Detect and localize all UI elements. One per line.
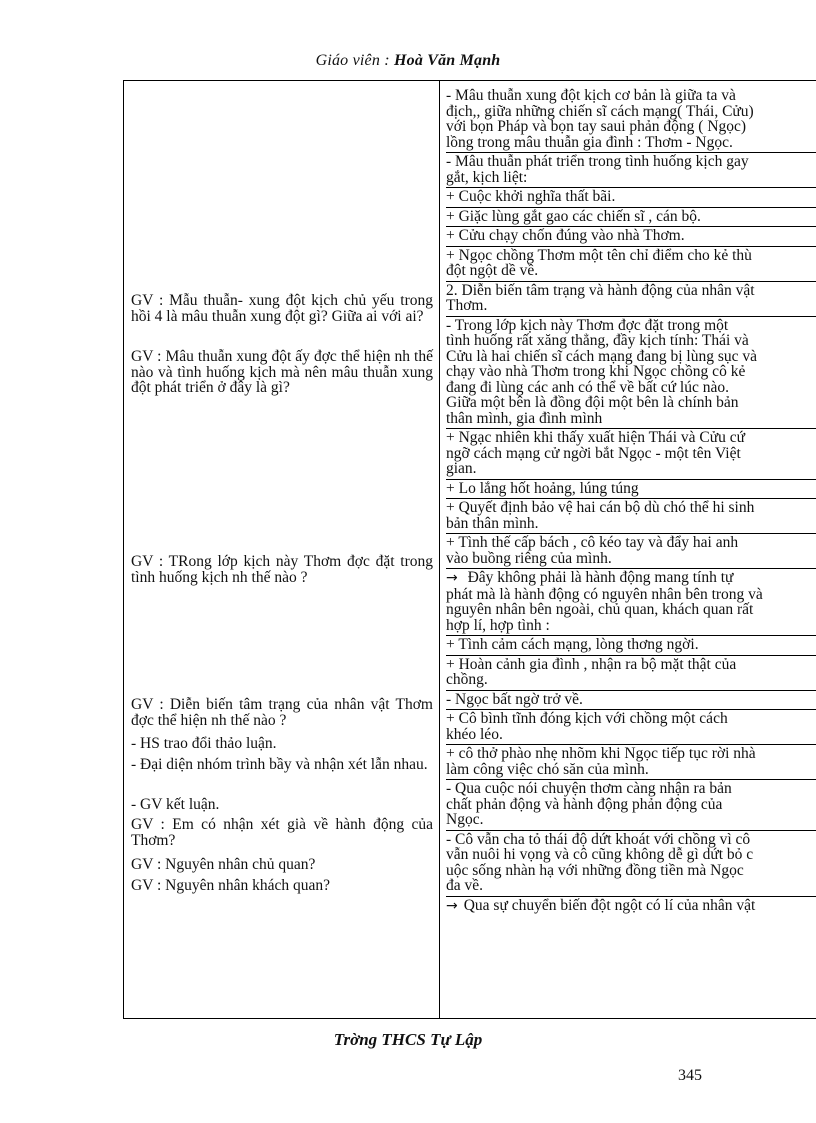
content-line bbox=[446, 104, 816, 120]
content-text: thân mình, gia đình mình bbox=[446, 409, 603, 427]
content-line bbox=[446, 781, 816, 797]
content-paragraph bbox=[446, 429, 816, 480]
content-paragraph bbox=[446, 897, 816, 917]
teacher-question: - Đại diện nhóm trình bầy và nhận xét lẫn nhau. bbox=[131, 756, 428, 773]
content-text: - Trong lớp kịch này Thơm đợc đặt trong một bbox=[446, 316, 729, 334]
content-text: + Cuộc khởi nghĩa thất bãi. bbox=[446, 188, 616, 205]
content-line bbox=[446, 481, 816, 497]
content-paragraph bbox=[446, 831, 816, 897]
content-line bbox=[446, 516, 816, 532]
content-paragraph bbox=[446, 188, 816, 208]
content-line bbox=[446, 248, 816, 264]
content-text: Thơm. bbox=[446, 297, 488, 314]
content-text: nguyên nhân bên ngoài, chủ quan, khách quan rất bbox=[446, 601, 754, 618]
content-line bbox=[446, 535, 816, 551]
content-text: + Ngọc chồng Thơm một tên chỉ điểm cho kẻ thù bbox=[446, 246, 752, 264]
page-header bbox=[0, 52, 816, 70]
content-paragraph bbox=[446, 691, 816, 711]
content-text: - Ngọc bất ngờ trở về. bbox=[446, 690, 583, 708]
content-text: Qua sự chuyển biến đột ngột có lí của nhân vật bbox=[463, 896, 756, 914]
content-line bbox=[446, 298, 816, 314]
content-text: chạy vào nhà Thơm trong khi Ngọc chồng cô kẻ bbox=[446, 363, 746, 380]
teacher-question: GV : TRong lớp kịch này Thơm đợc đặt trong tình huống kịch nh thế nào ? bbox=[131, 553, 433, 586]
content-text: chồng. bbox=[446, 671, 488, 688]
content-text: phát mà là hành động có nguyên nhân bên trong và bbox=[446, 585, 763, 603]
content-text: + Ngạc nhiên khi thấy xuất hiện Thái và Cửu cứ bbox=[446, 429, 746, 446]
content-line bbox=[446, 411, 816, 427]
content-text: đột ngột dề về. bbox=[446, 262, 539, 279]
content-line bbox=[446, 119, 816, 135]
content-line bbox=[446, 88, 816, 104]
content-line bbox=[446, 898, 816, 915]
teacher-question: GV : Diễn biến tâm trạng của nhân vật Thơm đợc thể hiện nh thế nào ? bbox=[131, 696, 433, 729]
content-text: vào buồng riêng của mình. bbox=[446, 549, 612, 567]
content-text: gian. bbox=[446, 460, 477, 477]
content-paragraph bbox=[446, 247, 816, 282]
content-text: + cô thở phào nhẹ nhõm khi Ngọc tiếp tục rời nhà bbox=[446, 745, 756, 762]
content-paragraph bbox=[446, 656, 816, 691]
content-text: + Lo lắng hốt hoảng, lúng túng bbox=[446, 479, 639, 497]
content-line bbox=[446, 812, 816, 828]
content-paragraph bbox=[446, 569, 816, 636]
teacher-name: Hoà Văn Mạnh bbox=[393, 52, 501, 69]
arrow-right-icon: → bbox=[446, 570, 458, 586]
content-text: - Mâu thuẫn xung đột kịch cơ bản là giữa ta và bbox=[446, 87, 736, 104]
content-text: + Tình cảm cách mạng, lòng thơng ngời. bbox=[446, 636, 699, 653]
content-line bbox=[446, 570, 816, 587]
content-line bbox=[446, 430, 816, 446]
content-text: lồng trong mâu thuẫn gia đình : Thơm - Ngọc. bbox=[446, 133, 733, 151]
content-line bbox=[446, 500, 816, 516]
content-text: Đây không phải là hành động mang tính tự bbox=[463, 569, 734, 586]
content-paragraph bbox=[446, 745, 816, 780]
content-line bbox=[446, 349, 816, 365]
content-text: hợp lí, hợp tình : bbox=[446, 616, 550, 634]
content-line bbox=[446, 762, 816, 778]
content-line bbox=[446, 832, 816, 848]
content-line bbox=[446, 863, 816, 879]
content-text: 2. Diễn biến tâm trạng và hành động của nhân vật bbox=[446, 281, 755, 299]
content-text: + Cô bình tĩnh đóng kịch với chồng một cách bbox=[446, 710, 728, 727]
content-line bbox=[446, 263, 816, 279]
content-paragraph bbox=[446, 636, 816, 656]
content-paragraph bbox=[446, 87, 816, 153]
content-paragraph bbox=[446, 153, 816, 188]
content-text: địch,, giữa những chiến sĩ cách mạng( Thái, Cửu) bbox=[446, 102, 754, 120]
content-paragraph bbox=[446, 282, 816, 317]
content-paragraph bbox=[446, 480, 816, 500]
content-text: + Hoàn cảnh gia đình , nhận ra bộ mặt thật của bbox=[446, 655, 737, 673]
content-text: bản thân mình. bbox=[446, 514, 539, 532]
teacher-question: GV : Nguyên nhân chủ quan? bbox=[131, 856, 316, 873]
column-divider bbox=[439, 81, 440, 1018]
content-paragraph bbox=[446, 534, 816, 569]
content-text: gắt, kịch liệt: bbox=[446, 168, 528, 186]
content-line bbox=[446, 446, 816, 462]
content-line bbox=[446, 637, 816, 653]
content-paragraph bbox=[446, 499, 816, 534]
content-line bbox=[446, 364, 816, 380]
page-footer: Trờng THCS Tự Lập bbox=[333, 1030, 483, 1049]
content-line bbox=[446, 283, 816, 299]
arrow-right-icon: → bbox=[446, 897, 458, 914]
content-text: làm công việc chó săn của mình. bbox=[446, 760, 649, 778]
content-line bbox=[446, 692, 816, 708]
content-paragraph bbox=[446, 780, 816, 831]
content-line bbox=[446, 154, 816, 170]
content-text: khéo léo. bbox=[446, 725, 503, 743]
content-line bbox=[446, 551, 816, 567]
content-text: Ngọc. bbox=[446, 811, 484, 828]
content-paragraph bbox=[446, 208, 816, 228]
content-text: + Tình thế cấp bách , cô kéo tay và đẩy hai anh bbox=[446, 534, 739, 551]
content-paragraph bbox=[446, 710, 816, 745]
page-number: 345 bbox=[678, 1067, 702, 1084]
content-paragraph bbox=[446, 317, 816, 430]
content-line bbox=[446, 657, 816, 673]
content-text: + Quyết định bảo vệ hai cán bộ dù chó thể hi sinh bbox=[446, 499, 755, 516]
content-text: + Giặc lùng gắt gao các chiến sĩ , cán bộ. bbox=[446, 207, 701, 225]
header-label: Giáo viên : bbox=[315, 52, 394, 69]
content-line bbox=[446, 395, 816, 411]
content-line bbox=[446, 672, 816, 688]
teacher-question: GV : Mẫu thuẫn- xung đột kịch chủ yếu trong hồi 4 là mâu thuẫn xung đột gì? Giữa ai với ai? bbox=[131, 292, 433, 325]
teacher-question: GV : Nguyên nhân khách quan? bbox=[131, 877, 331, 894]
lesson-content-column bbox=[446, 87, 816, 916]
content-text: với bọn Pháp và bọn tay saui phản động ( Ngọc) bbox=[446, 118, 747, 135]
content-line bbox=[446, 318, 816, 334]
lesson-table bbox=[123, 80, 816, 1019]
content-text: - Cô vẫn cha tỏ thái độ dứt khoát với chồng vì cô bbox=[446, 830, 751, 848]
content-text: - Mâu thuẫn phát triển trong tình huống kịch gay bbox=[446, 153, 749, 170]
teacher-question: GV : Mâu thuẫn xung đột ấy đợc thể hiện nh thế nào và tình huống kịch mà nên mâu thuẫn xung đột phát triển ở đây là gì? bbox=[131, 348, 433, 396]
content-text: chất phản động và hành động phản động của bbox=[446, 795, 723, 813]
content-paragraph bbox=[446, 227, 816, 247]
content-line bbox=[446, 878, 816, 894]
content-text: đang đi lùng các anh có thể về bất cứ lúc nào. bbox=[446, 378, 729, 396]
content-line bbox=[446, 135, 816, 151]
content-line bbox=[446, 847, 816, 863]
content-line bbox=[446, 380, 816, 396]
teacher-question: - GV kết luận. bbox=[131, 796, 220, 813]
content-text: Cửu là hai chiến sĩ cách mạng đang bị lùng sục và bbox=[446, 347, 757, 365]
content-line bbox=[446, 618, 816, 634]
teacher-question: - HS trao đổi thảo luận. bbox=[131, 735, 277, 752]
teacher-question: GV : Em có nhận xét già về hành động của Thơm? bbox=[131, 816, 433, 849]
content-text: + Cửu chạy chốn đúng vào nhà Thơm. bbox=[446, 227, 685, 244]
content-text: vẫn nuôi hi vọng và cô cũng không dễ gì dứt bỏ c bbox=[446, 846, 754, 863]
content-text: - Qua cuộc nói chuyện thơm càng nhận ra bản bbox=[446, 780, 732, 797]
content-line bbox=[446, 711, 816, 727]
content-text: tình huống rất xăng thẳng, đầy kịch tính: Thái và bbox=[446, 332, 749, 349]
content-line bbox=[446, 746, 816, 762]
content-text: uộc sống nhàn hạ với những đồng tiền mà Ngọc bbox=[446, 861, 744, 879]
content-line bbox=[446, 333, 816, 349]
content-line bbox=[446, 228, 816, 244]
content-text: Giữa một bên là đồng đội một bên là chính bản bbox=[446, 394, 739, 411]
content-line bbox=[446, 189, 816, 205]
content-line bbox=[446, 587, 816, 603]
content-text: ngỡ cách mạng cử ngời bắt Ngọc - một tên Việt bbox=[446, 444, 741, 462]
content-line bbox=[446, 170, 816, 186]
content-line bbox=[446, 209, 816, 225]
content-text: đa về. bbox=[446, 877, 484, 894]
content-line bbox=[446, 797, 816, 813]
content-line bbox=[446, 727, 816, 743]
content-line bbox=[446, 461, 816, 477]
content-line bbox=[446, 602, 816, 618]
